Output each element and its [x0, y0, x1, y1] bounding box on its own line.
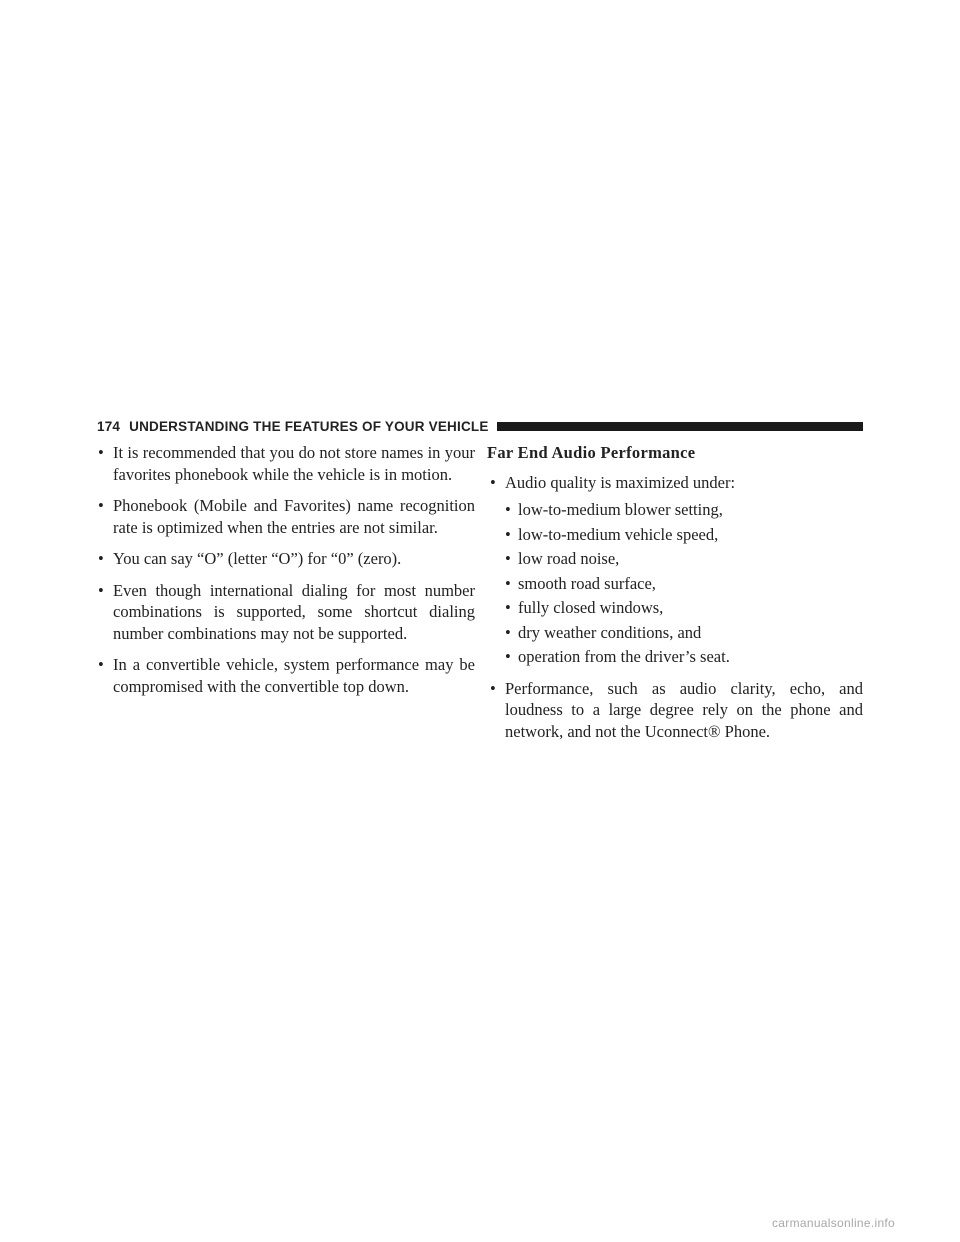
- section-title: UNDERSTANDING THE FEATURES OF YOUR VEHICLE: [129, 418, 489, 434]
- sub-list-item: • operation from the driver’s seat.: [505, 646, 863, 668]
- list-item-text: Audio quality is maximized under:: [505, 472, 736, 492]
- subsection-heading: Far End Audio Performance: [487, 443, 696, 462]
- sub-list-item: • fully closed windows,: [505, 597, 863, 619]
- sub-list-item: • dry weather conditions, and: [505, 622, 863, 644]
- list-item: [487, 472, 863, 668]
- list-item: • It is recommended that you do not store names in your favorites phonebook while the vehicle is in motion.: [97, 442, 475, 485]
- audio-performance-list: [487, 472, 863, 743]
- left-column: [97, 442, 475, 707]
- sub-list-item: • low road noise,: [505, 548, 863, 570]
- page-number: 174: [97, 418, 121, 434]
- list-item: • In a convertible vehicle, system performance may be compromised with the convertible top down.: [97, 654, 475, 697]
- sub-list-item: • low-to-medium blower setting,: [505, 499, 863, 521]
- list-item: • You can say “O” (letter “O”) for “0” (zero).: [97, 548, 475, 570]
- header-rule: [497, 422, 863, 431]
- tips-list: [97, 442, 475, 697]
- list-item: • Performance, such as audio clarity, echo, and loudness to a large degree rely on the phone and network, and not the Uconnect® Phone.: [487, 678, 863, 743]
- watermark: carmanualsonline.info: [772, 1216, 896, 1230]
- page-header: [97, 415, 863, 437]
- list-item: • Even though international dialing for most number combinations is supported, some shortcut dialing number combinations may not be supported.: [97, 580, 475, 645]
- conditions-list: [505, 499, 863, 668]
- right-column: [487, 442, 863, 752]
- list-item: • Phonebook (Mobile and Favorites) name recognition rate is optimized when the entries are not similar.: [97, 495, 475, 538]
- sub-list-item: • smooth road surface,: [505, 573, 863, 595]
- sub-list-item: • low-to-medium vehicle speed,: [505, 524, 863, 546]
